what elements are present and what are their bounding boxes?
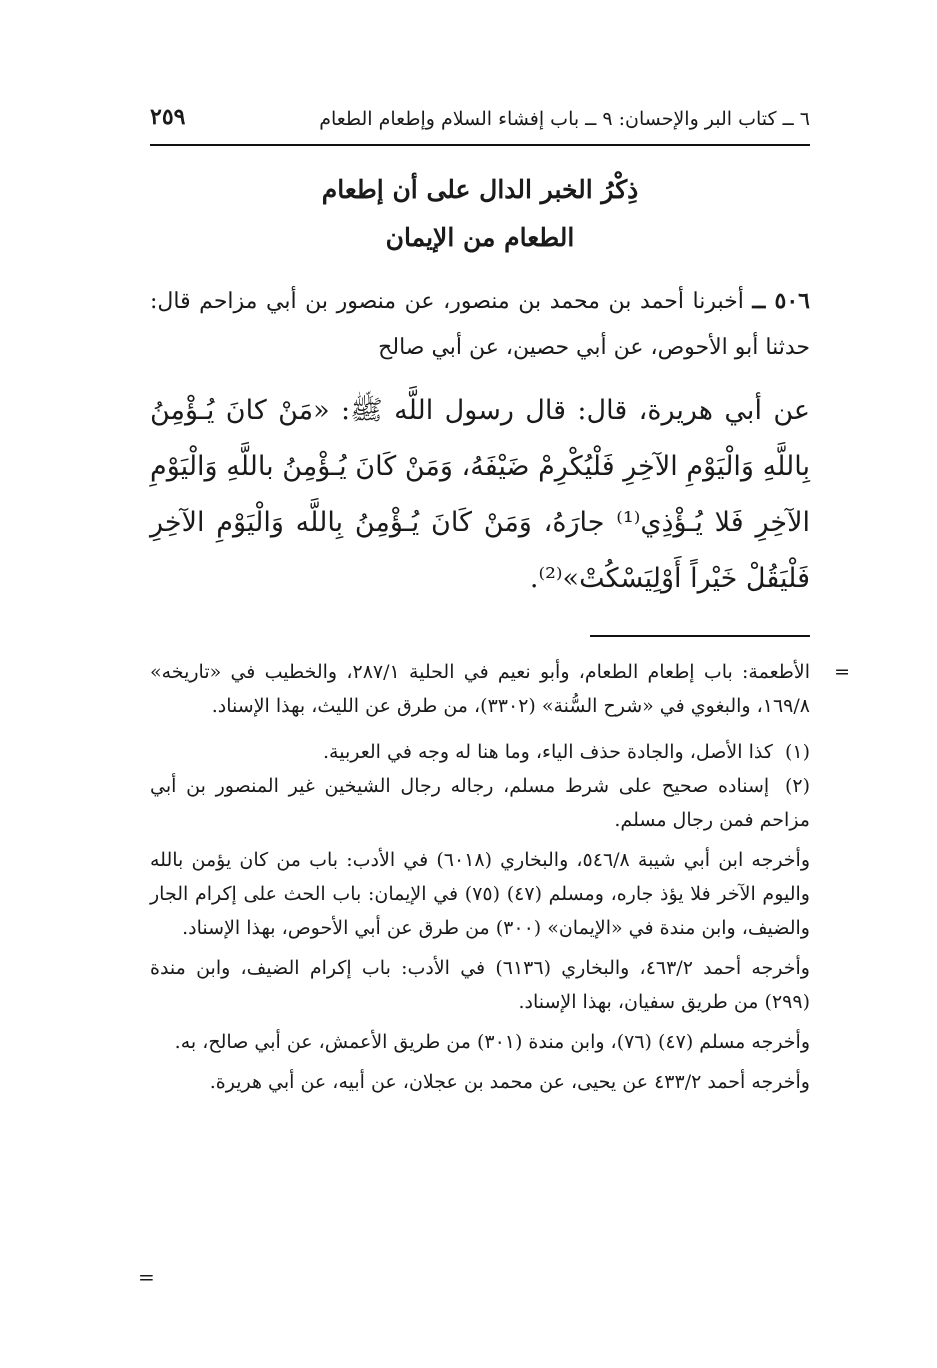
footnote-1-text: كذا الأصل، والجادة حذف الياء، وما هنا له وجه في العربية. — [322, 741, 773, 763]
continuation-marker: = — [834, 661, 850, 683]
footnote-2-text: إسناده صحيح على شرط مسلم، رجاله رجال الشيخين غير المنصور بن أبي مزاحم فمن رجال مسلم. — [150, 775, 810, 831]
hadith-matn: عن أبي هريرة، قال: قال رسول اللَّه ﷺ: «مَنْ كانَ يُـؤْمِنُ بِاللَّهِ وَالْيَوْمِ الآخِرِ فَلْيُكْرِمْ ضَيْفَهُ، وَمَنْ كَانَ يُـؤْمِنُ باللَّهِ وَالْيَوْمِ الآخِرِ فَلا يُـؤْذِي⁽¹⁾ جارَهُ، وَمَنْ كَانَ يُـؤْمِنُ بِاللَّه وَالْيَوْمِ الآخِرِ فَلْيَقُلْ خَيْراً أَوْلِيَسْكُتْ»⁽²⁾. — [150, 395, 810, 594]
running-title: ٦ ــ كتاب البر والإحسان: ٩ ــ باب إفشاء السلام وإطعام الطعام — [319, 108, 810, 130]
section-title — [150, 166, 810, 262]
continuation-end-marker: = — [138, 1265, 155, 1289]
continuation-text: الأطعمة: باب إطعام الطعام، وأبو نعيم في الحلية ٢٨٧/١، والخطيب في «تاريخه» ١٦٩/٨، والبغوي في «شرح السُّنة» (٣٣٠٢)، من طرق عن الليث، بهذا الإسناد. — [150, 661, 810, 717]
footnote-2-number: (٢) — [784, 775, 810, 797]
isnad-text: أخبرنا أحمد بن محمد بن منصور، عن منصور بن أبي مزاحم قال: حدثنا أبو الأحوص، عن أبي حصين، عن أبي صالح — [150, 289, 810, 360]
page-header — [150, 100, 810, 146]
footnote-continuation — [150, 655, 850, 723]
footnote-separator — [590, 635, 810, 637]
footnote-2-paragraph: وأخرجه أحمد ٤٣٣/٢ عن يحيى، عن محمد بن عجلان، عن أبيه، عن أبي هريرة. — [209, 1071, 810, 1093]
section-title-line-2: الطعام من الإيمان — [385, 223, 575, 252]
footnote-1 — [150, 735, 810, 769]
footnote-1-number: (١) — [784, 741, 810, 763]
hadith-number: ٥٠٦ ــ — [752, 288, 810, 314]
section-title-line-1: ذِكْرُ الخبر الدال على أن إطعام — [321, 175, 639, 204]
hadith-isnad — [150, 278, 810, 371]
page-number: ٢٥٩ — [150, 104, 186, 130]
footnote-2-paragraph: وأخرجه مسلم (٤٧) (٧٦)، وابن مندة (٣٠١) من طريق الأعمش، عن أبي صالح، به. — [174, 1031, 810, 1053]
footnote-2 — [150, 769, 810, 837]
footnote-2-paragraph: وأخرجه أحمد ٤٦٣/٢، والبخاري (٦١٣٦) في الأدب: باب إكرام الضيف، وابن مندة (٢٩٩) من طريق سفيان، بهذا الإسناد. — [150, 957, 810, 1013]
book-page — [150, 100, 850, 1099]
footnote-2-paragraph: وأخرجه ابن أبي شيبة ٥٤٦/٨، والبخاري (٦٠١٨) في الأدب: باب من كان يؤمن بالله واليوم الآخر فلا يؤذ جاره، ومسلم (٤٧) (٧٥) في الإيمان: باب الحث على إكرام الجار والضيف، وابن مندة في «الإيمان» (٣٠٠) من طرق عن أبي الأحوص، بهذا الإسناد. — [150, 849, 811, 939]
